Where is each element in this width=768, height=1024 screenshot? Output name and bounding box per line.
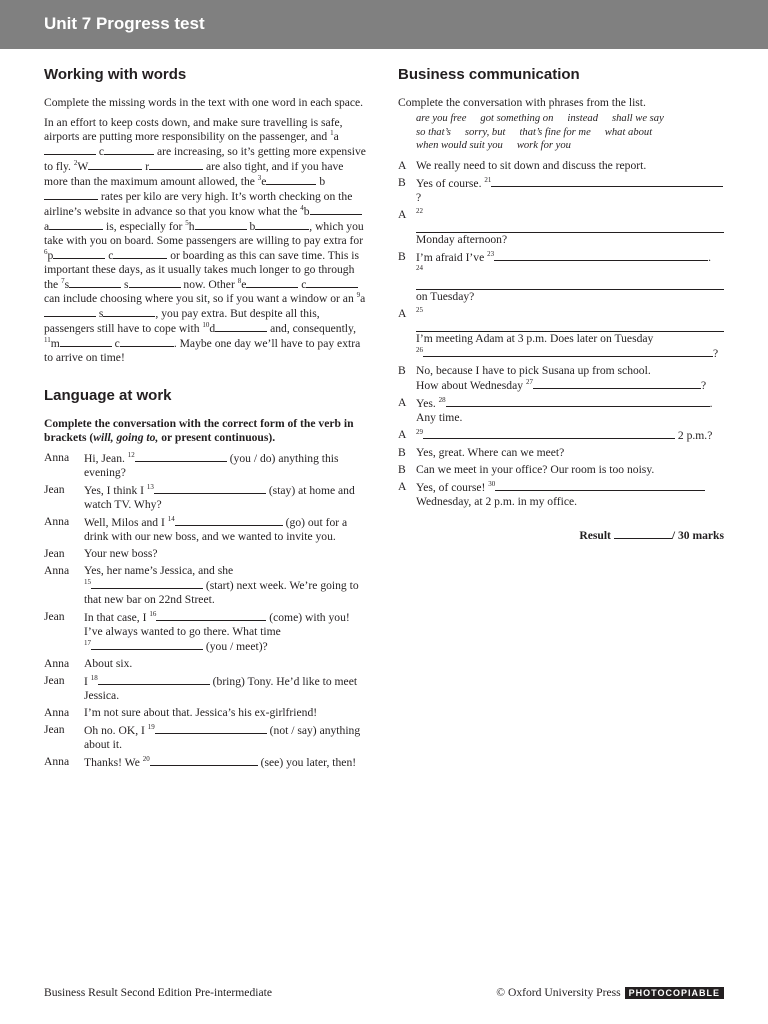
bc-line-1: A We really need to sit down and discuss the report. xyxy=(398,158,647,172)
gap-21[interactable] xyxy=(491,176,723,187)
conv-line-20: Anna Thanks! We $^{20}$ (see) you later, then! xyxy=(44,755,357,769)
gap-18[interactable] xyxy=(98,674,210,685)
gap-11a[interactable] xyxy=(60,336,112,347)
gap-2b[interactable] xyxy=(149,159,203,170)
conv-line-ex: Anna I’m not sure about that. Jessica’s his ex-girlfriend! xyxy=(44,706,318,719)
gap-3a[interactable] xyxy=(266,174,316,185)
bc-line-21: B Yes of course. $^{21}$? xyxy=(398,176,724,208)
bc-line-office: B Can we meet in your office? Our room is too noisy. xyxy=(398,462,655,476)
bc-line-30: A Yes, of course! $^{30}$ Wednesday, at 2 p.m. in my office. xyxy=(398,480,724,512)
conv-line-six: Anna About six. xyxy=(44,657,133,670)
gap-1a[interactable] xyxy=(44,144,96,155)
conv-line-18: Jean I $^{18}$ (bring) Tony. He’d like to meet Jessica. xyxy=(44,674,358,702)
conversation-language xyxy=(44,451,366,773)
conv-line-12: Anna Hi, Jean. $^{12}$ (you / do) anything this evening? xyxy=(44,451,339,479)
gap-16[interactable] xyxy=(156,610,266,621)
bc-line-25: A $^{25}$ I’m meeting Adam at 3 p.m. Does later on Tuesday $^{26}$ ? xyxy=(398,307,724,364)
conv-line-14: Anna Well, Milos and I $^{14}$ (go) out for a drink with our new boss, and we wanted to invite you. xyxy=(44,515,348,543)
gap-19[interactable] xyxy=(155,723,267,734)
gap-8a[interactable] xyxy=(246,277,298,288)
header-bar xyxy=(0,0,768,49)
footer-right: © Oxford University Press PHOTOCOPIABLE xyxy=(496,986,724,999)
gap-13[interactable] xyxy=(154,483,266,494)
result-marks: Result / 30 marks xyxy=(579,528,724,542)
gap-9b[interactable] xyxy=(103,306,155,317)
conversation-business xyxy=(398,159,724,512)
gap-29[interactable] xyxy=(423,428,675,439)
gap-9a[interactable] xyxy=(44,306,96,317)
footer xyxy=(44,986,724,999)
gap-27[interactable] xyxy=(533,378,701,389)
gap-6b[interactable] xyxy=(113,248,167,259)
gap-30[interactable] xyxy=(495,480,705,491)
conv-line-16: Jean In that case, I $^{16}$ (come) with you! I’ve always wanted to go there. What time $^{17}$ (you / meet)? xyxy=(44,610,350,653)
bc-line-22: A $^{22}$ Monday afternoon? xyxy=(398,208,724,250)
gap-1b[interactable] xyxy=(104,144,154,155)
gap-24[interactable] xyxy=(416,277,724,290)
gap-5a[interactable] xyxy=(195,219,247,230)
section-heading-words: Working with words xyxy=(44,66,187,83)
gap-6a[interactable] xyxy=(53,248,105,259)
right-column xyxy=(398,62,724,543)
photocopiable-badge: PHOTOCOPIABLE xyxy=(625,987,724,999)
conv-line-boss: Jean Your new boss? xyxy=(44,547,158,560)
footer-left: Business Result Second Edition Pre-intermediate xyxy=(44,986,272,999)
gap-7a[interactable] xyxy=(69,277,121,288)
gap-22[interactable] xyxy=(416,220,724,233)
page-title: Unit 7 Progress test xyxy=(44,14,205,33)
result-gap[interactable] xyxy=(614,528,672,539)
gap-23[interactable] xyxy=(494,250,708,261)
gap-17[interactable] xyxy=(91,639,203,650)
bc-line-27: B No, because I have to pick Susana up from school. How about Wednesday $^{27}$ ? xyxy=(398,363,707,392)
section-heading-business: Business communication xyxy=(398,66,580,83)
bc-line-28: A Yes. $^{28}$ . Any time. xyxy=(398,395,713,424)
instruction-business: Complete the conversation with phrases from the list. xyxy=(398,96,646,109)
gap-10a[interactable] xyxy=(215,321,267,332)
gap-26[interactable] xyxy=(423,346,713,357)
instruction-words: Complete the missing words in the text with one word in each space. xyxy=(44,96,364,109)
gap-15[interactable] xyxy=(91,578,203,589)
gap-14[interactable] xyxy=(175,515,283,526)
gap-4a[interactable] xyxy=(310,204,362,215)
gap-5b[interactable] xyxy=(255,219,309,230)
gap-3b[interactable] xyxy=(44,189,98,200)
gap-fill-text: In an effort to keep costs down, and make sure travelling is safe, airports are putting more responsibility on the passenger, and $^1$a c are increasing, so it’s getting more expensive to fly. $^2$W r are also tight, and if you have more than the maximum amount allowed, the $^3$e b rates per kilo are very high. It’s worth checking on the airline’s website in advance so that you know what the $^4$b a is, especially for $^5$h b , which you take with you on board. Some passengers are willing to pay extra for $^6$p c or boarding as this can save time. This is important these days, as it usually takes much longer to go through the $^7$s s now. Other $^8$e c can include choosing where you sit, so if you want a window or an $^9$a s , you pay extra. But despite all this, passengers still have to cope with $^{10}$d and, consequently, $^{11}$m c . Maybe one day we’ll have to pay extra to arrive on time! xyxy=(44,116,366,364)
gap-25[interactable] xyxy=(416,319,724,332)
bc-line-meet: B Yes, great. Where can we meet? xyxy=(398,445,565,459)
gap-2a[interactable] xyxy=(88,159,142,170)
bc-line-23: B I’m afraid I’ve $^{23}$ . $^{24}$ on Tuesday? xyxy=(398,250,724,307)
conv-line-15: Anna Yes, her name’s Jessica, and she $^{15}$ (start) next week. We’re going to that new bar on 22nd Street. xyxy=(44,564,359,606)
bc-line-29: A $^{29}$ 2 p.m.? xyxy=(398,427,713,442)
gap-20[interactable] xyxy=(150,755,258,766)
conv-line-13: Jean Yes, I think I $^{13}$ (stay) at home and watch TV. Why? xyxy=(44,483,355,511)
gap-28[interactable] xyxy=(446,396,710,407)
phrase-list: are you free got something on instead shall we say so that’s sorry, but that’s fine for me what about when would suit you work for you xyxy=(416,113,664,151)
left-column xyxy=(44,62,366,773)
gap-11b[interactable] xyxy=(120,336,174,347)
conv-line-19: Jean Oh no. OK, I $^{19}$ (not / say) anything about it. xyxy=(44,723,361,751)
gap-8b[interactable] xyxy=(306,277,358,288)
instruction-language: Complete the conversation with the correct form of the verb in brackets (will, going to, or present continuous). xyxy=(44,417,354,444)
gap-4b[interactable] xyxy=(49,219,103,230)
section-heading-language: Language at work xyxy=(44,387,172,404)
gap-7b[interactable] xyxy=(129,277,181,288)
gap-12[interactable] xyxy=(135,451,227,462)
